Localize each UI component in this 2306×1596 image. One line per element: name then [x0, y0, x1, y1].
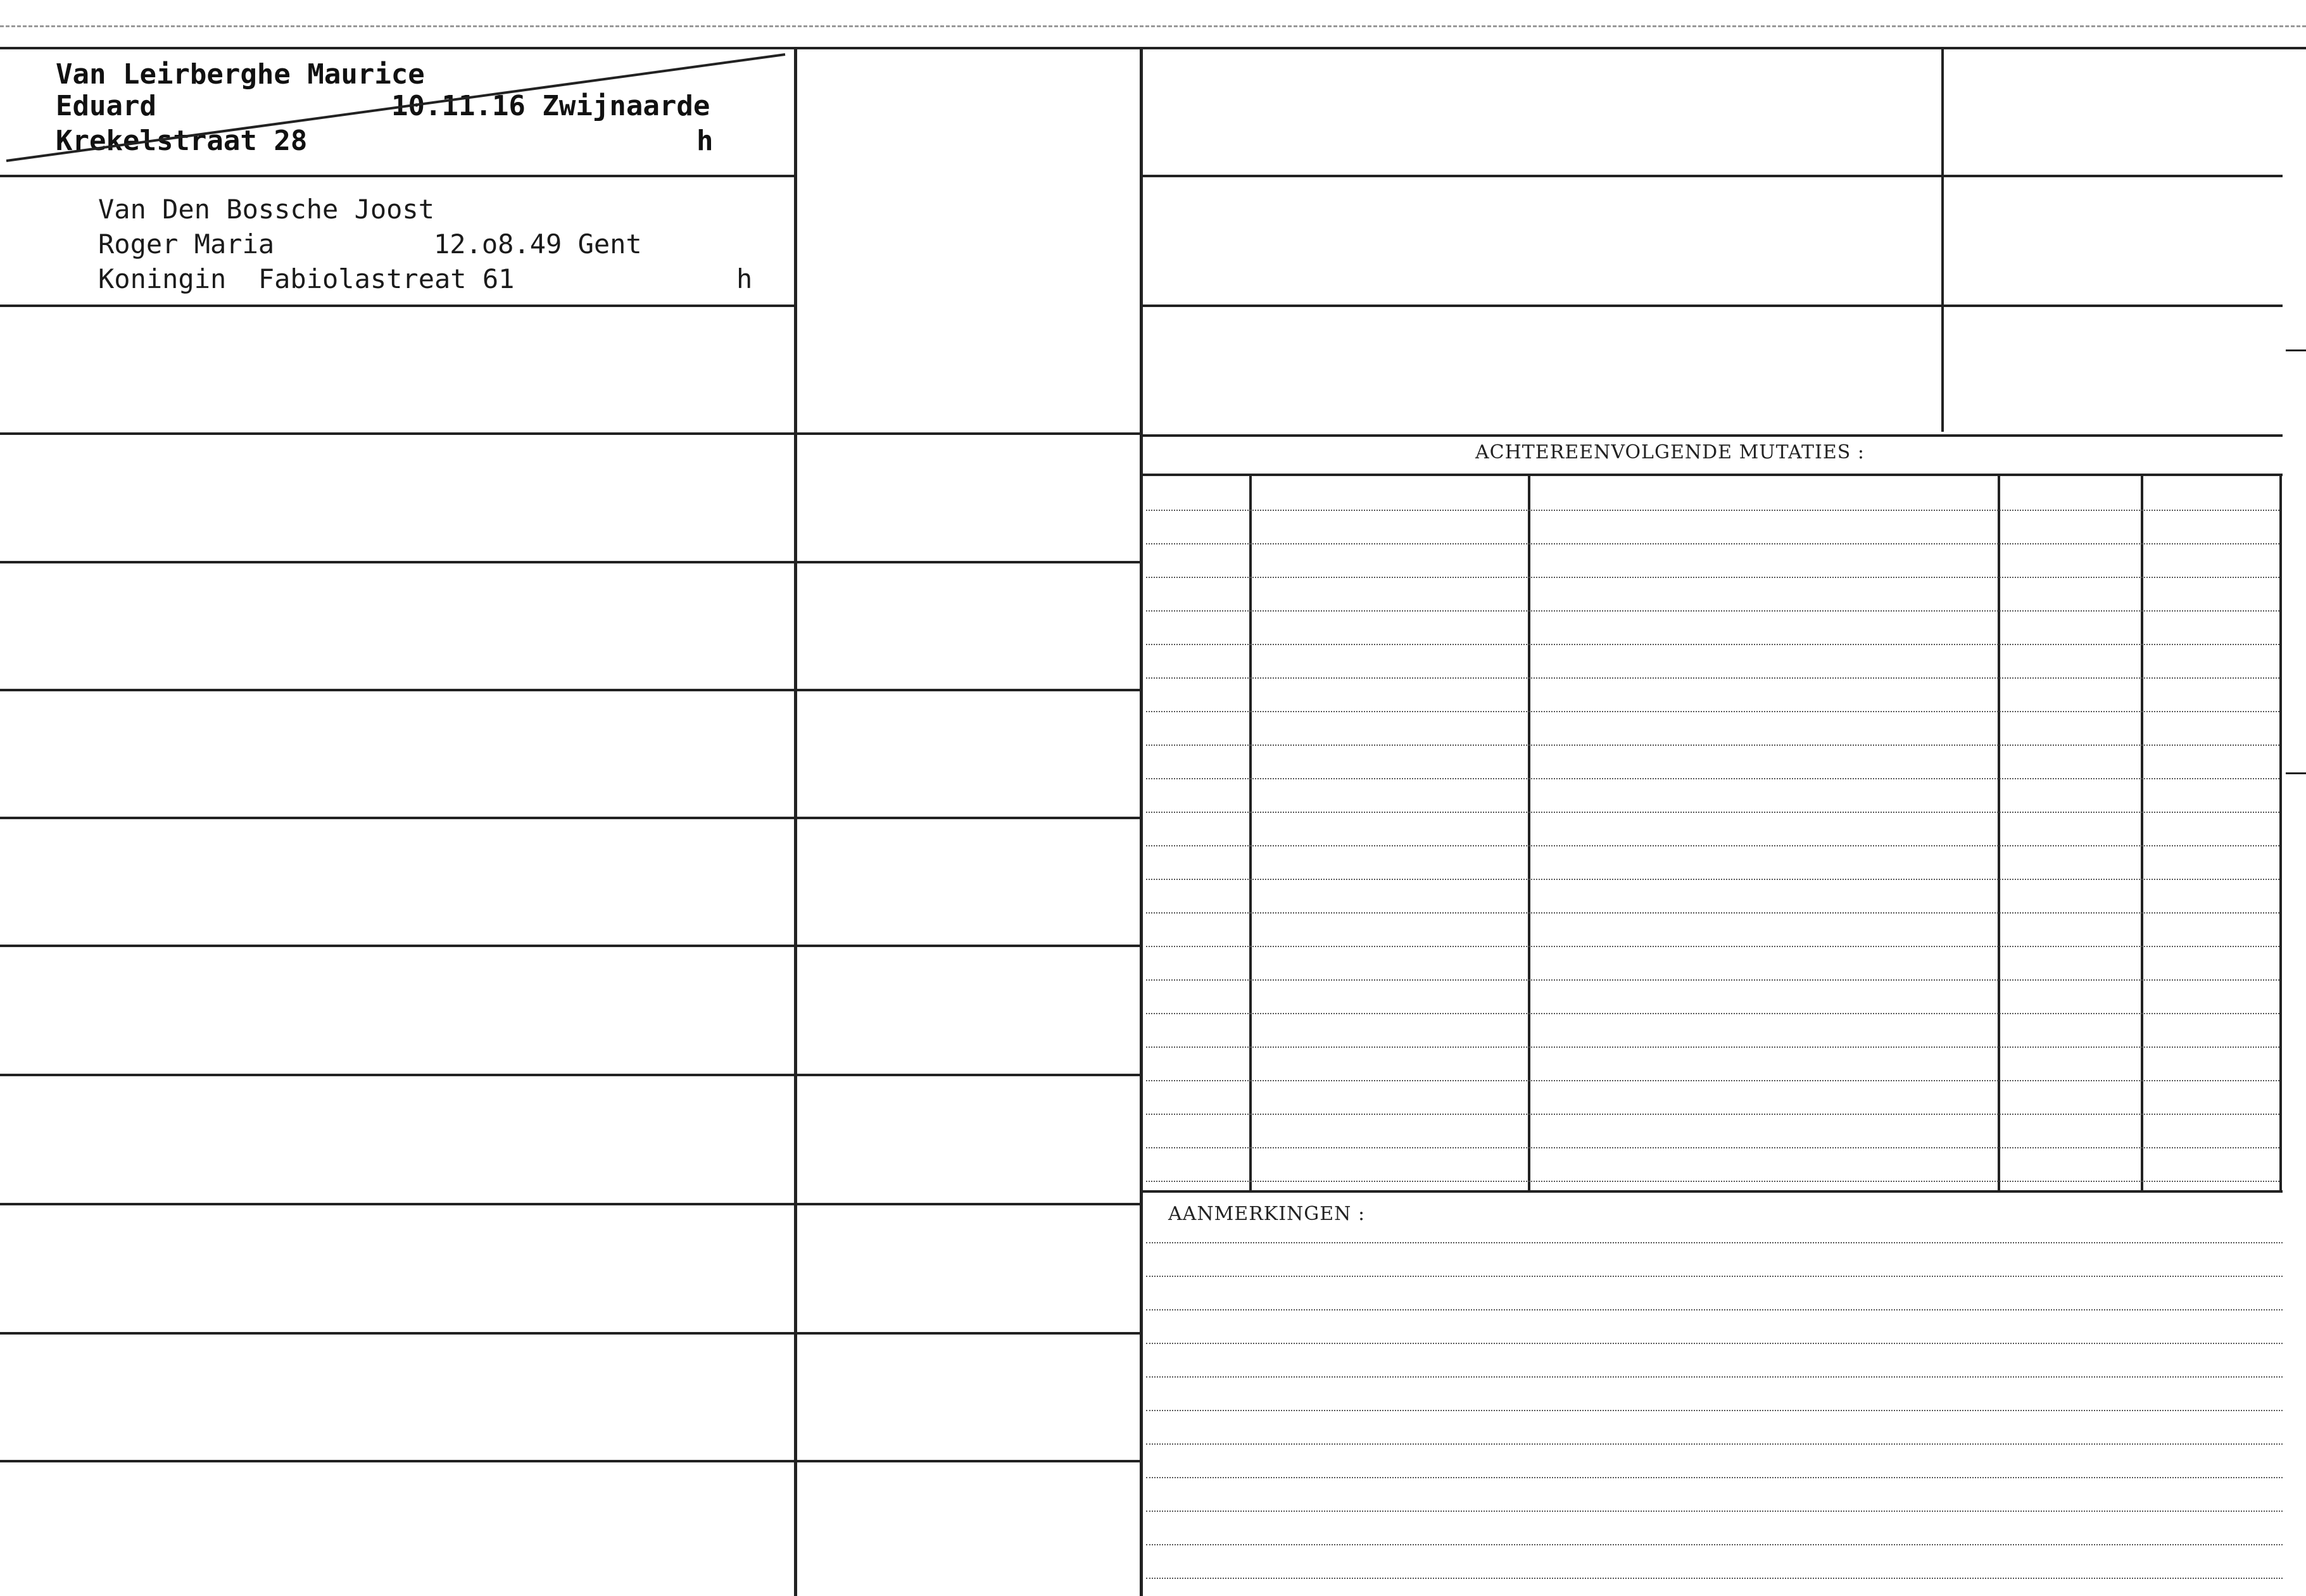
remark-row-line — [1146, 1309, 2283, 1310]
left-row-line — [0, 1203, 794, 1205]
mutations-heading: ACHTEREENVOLGENDE MUTATIES : — [1475, 441, 1865, 463]
left-row-line — [0, 1074, 794, 1076]
remark-row-line — [1146, 1443, 2283, 1445]
column-divider-3 — [1941, 49, 1944, 432]
remark-row-line — [1146, 1477, 2283, 1478]
middle-row-line — [797, 1203, 1140, 1205]
right-box-line-3 — [1143, 434, 2283, 437]
left-row-line — [0, 689, 794, 691]
remark-row-line — [1146, 1578, 2283, 1579]
top-dotted-edge — [0, 25, 2306, 27]
middle-row-line — [797, 945, 1140, 947]
mutation-row-line — [1146, 879, 2279, 880]
column-divider-1 — [794, 49, 797, 1596]
remarks-heading: AANMERKINGEN : — [1168, 1203, 1366, 1225]
remark-row-line — [1146, 1410, 2283, 1411]
record-2-surname: Van Den Bossche Joost — [98, 194, 435, 225]
mutation-row-line — [1146, 644, 2279, 645]
middle-row-line — [797, 689, 1140, 691]
mutations-col-4 — [2141, 476, 2143, 1191]
mutation-row-line — [1146, 1181, 2279, 1182]
remark-row-line — [1146, 1511, 2283, 1512]
mutation-row-line — [1146, 1013, 2279, 1014]
record-1-strike-line — [0, 49, 798, 176]
mutation-row-line — [1146, 1114, 2279, 1115]
mutation-row-line — [1146, 912, 2279, 914]
left-row-line — [0, 561, 794, 563]
mutations-bottom-rule — [1143, 1190, 2283, 1193]
mutations-col-3 — [1998, 476, 2000, 1191]
record-1-surname: Van Leirberghe Maurice — [56, 58, 425, 91]
record-2-address: Koningin Fabiolastreat 61 — [98, 263, 515, 294]
record-2-entry — [98, 192, 769, 299]
record-1-given-names: Eduard — [56, 90, 156, 122]
mutation-row-line — [1146, 577, 2279, 578]
mutation-row-line — [1146, 1080, 2279, 1081]
mutations-top-rule — [1143, 474, 2283, 476]
mutation-row-line — [1146, 543, 2279, 544]
left-row-line — [0, 817, 794, 819]
record-2-birth-date-place: 12.o8.49 Gent — [434, 229, 642, 260]
mutation-row-line — [1146, 812, 2279, 813]
mutations-col-1 — [1249, 476, 1252, 1191]
middle-row-line — [797, 817, 1140, 819]
column-divider-2 — [1140, 49, 1143, 1596]
mutation-row-line — [1146, 845, 2279, 846]
record-1-birth-date-place: 10.11.16 Zwijnaarde — [391, 90, 710, 122]
mutation-row-line — [1146, 610, 2279, 612]
remark-row-line — [1146, 1376, 2283, 1378]
remark-row-line — [1146, 1343, 2283, 1344]
mutation-row-line — [1146, 745, 2279, 746]
mutation-row-line — [1146, 979, 2279, 981]
mutation-row-line — [1146, 778, 2279, 779]
middle-row-line — [797, 432, 1140, 435]
remark-row-line — [1146, 1242, 2283, 1243]
mutation-row-line — [1146, 1046, 2279, 1048]
middle-row-line — [797, 1074, 1140, 1076]
left-row-line — [0, 1460, 794, 1462]
mutation-row-line — [1146, 1147, 2279, 1148]
remark-row-line — [1146, 1276, 2283, 1277]
middle-row-line — [797, 1460, 1140, 1462]
mutation-row-line — [1146, 510, 2279, 511]
mutations-col-5 — [2279, 476, 2282, 1191]
record-1-mark: h — [696, 125, 714, 157]
record-2-mark: h — [736, 263, 753, 294]
right-box-line-2 — [1143, 305, 2283, 307]
mutation-row-line — [1146, 677, 2279, 679]
middle-row-line — [797, 1332, 1140, 1335]
record-2-given-names: Roger Maria — [98, 229, 275, 260]
middle-row-line — [797, 561, 1140, 563]
mutation-row-line — [1146, 946, 2279, 947]
right-edge-tick-2 — [2286, 772, 2306, 774]
record-1-address: Krekelstraat 28 — [56, 125, 308, 157]
right-box-line-1 — [1143, 175, 2283, 177]
left-row-line — [0, 1332, 794, 1335]
mutation-row-line — [1146, 711, 2279, 712]
mutations-col-2 — [1528, 476, 1530, 1191]
remark-row-line — [1146, 1544, 2283, 1545]
left-row-line — [0, 945, 794, 947]
right-edge-tick-1 — [2286, 349, 2306, 351]
